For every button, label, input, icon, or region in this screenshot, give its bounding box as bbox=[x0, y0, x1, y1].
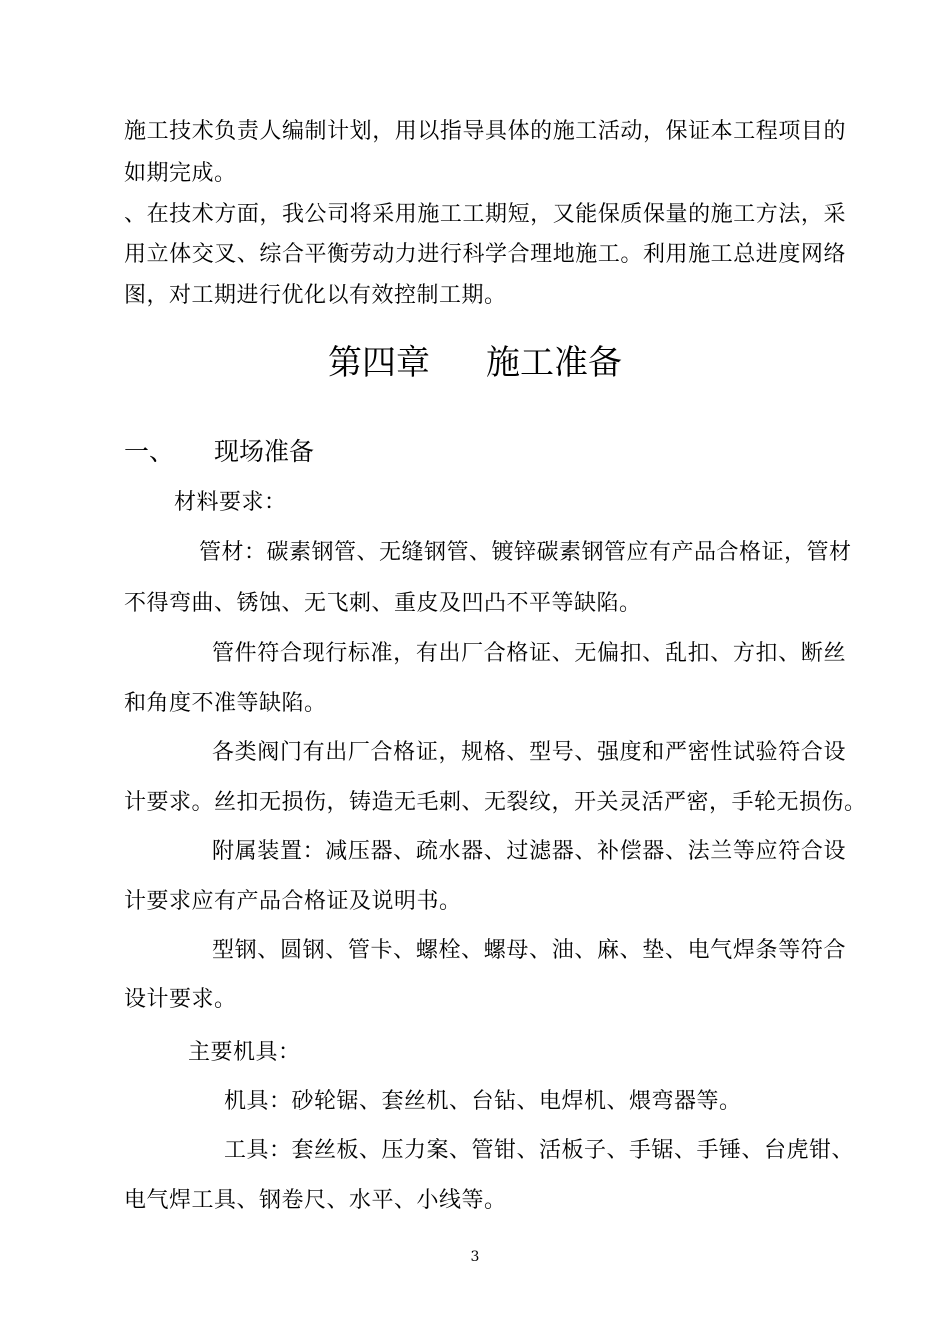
materials-item-line: 附属装置：减压器、疏水器、过滤器、补偿器、法兰等应符合设 bbox=[212, 839, 846, 864]
materials-item-line: 各类阀门有出厂合格证，规格、型号、强度和严密性试验符合设 bbox=[212, 740, 846, 765]
paragraph-line: 图，对工期进行优化以有效控制工期。 bbox=[124, 283, 507, 308]
materials-item-line: 设计要求。 bbox=[124, 987, 237, 1012]
equipment-heading: 主要机具： bbox=[188, 1040, 301, 1065]
materials-item-line: 计要求应有产品合格证及说明书。 bbox=[124, 889, 462, 914]
chapter-title: 施工准备 bbox=[486, 343, 622, 383]
page-number: 3 bbox=[470, 1249, 480, 1265]
chapter-number: 第四章 bbox=[328, 343, 430, 383]
chapter-heading bbox=[0, 340, 950, 386]
section-heading bbox=[124, 435, 314, 469]
materials-item-line: 型钢、圆钢、管卡、螺栓、螺母、油、麻、垫、电气焊条等符合 bbox=[212, 938, 846, 963]
section-title: 现场准备 bbox=[214, 437, 315, 466]
paragraph-line: 如期完成。 bbox=[124, 161, 237, 186]
materials-item-line: 和角度不准等缺陷。 bbox=[124, 691, 327, 716]
materials-item-line: 管材：碳素钢管、无缝钢管、镀锌碳素钢管应有产品合格证，管材 bbox=[199, 540, 852, 565]
paragraph-line: 施工技术负责人编制计划，用以指导具体的施工活动，保证本工程项目的 bbox=[124, 119, 846, 144]
equipment-item-line: 工具：套丝板、压力案、管钳、活板子、手锯、手锤、台虎钳、 bbox=[224, 1138, 855, 1163]
paragraph-line: 、在技术方面，我公司将采用施工工期短，又能保质保量的施工方法，采 bbox=[124, 202, 846, 227]
paragraph-line: 用立体交叉、综合平衡劳动力进行科学合理地施工。利用施工总进度网络 bbox=[124, 242, 846, 267]
equipment-item-line: 机具：砂轮锯、套丝机、台钻、电焊机、煨弯器等。 bbox=[224, 1089, 742, 1114]
section-number: 一、 bbox=[124, 437, 175, 466]
materials-item-line: 管件符合现行标准，有出厂合格证、无偏扣、乱扣、方扣、断丝 bbox=[212, 641, 846, 666]
materials-heading: 材料要求： bbox=[174, 490, 287, 515]
materials-item-line: 计要求。丝扣无损伤，铸造无毛刺、无裂纹，开关灵活严密，手轮无损伤。 bbox=[124, 790, 867, 815]
equipment-item-line: 电气焊工具、钢卷尺、水平、小线等。 bbox=[124, 1188, 507, 1213]
materials-item-line: 不得弯曲、锈蚀、无飞刺、重皮及凹凸不平等缺陷。 bbox=[124, 591, 642, 616]
